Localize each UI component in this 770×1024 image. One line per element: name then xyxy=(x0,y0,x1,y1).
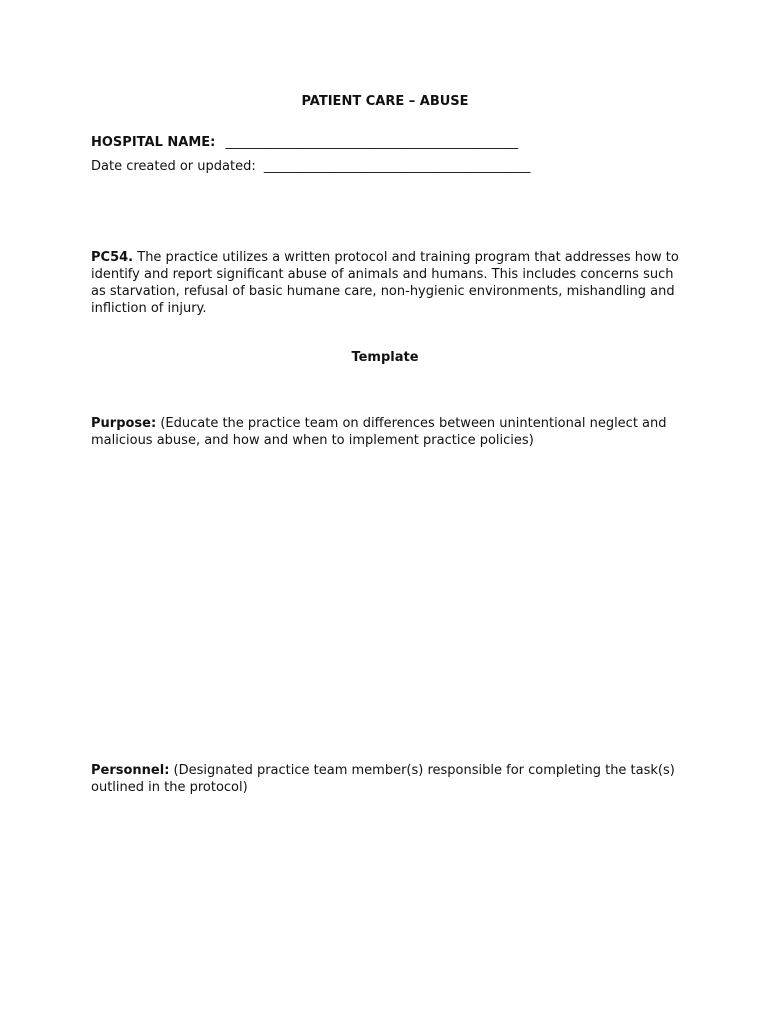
pc54-paragraph xyxy=(91,249,681,317)
template-heading: Template xyxy=(351,350,419,365)
pc54-code: PC54. xyxy=(91,250,134,265)
hospital-name-blank: _____________________________________________ xyxy=(225,135,518,150)
purpose-paragraph xyxy=(91,415,681,449)
date-label: Date created or updated: xyxy=(91,159,256,174)
hospital-name-label: HOSPITAL NAME: xyxy=(91,135,216,150)
personnel-paragraph xyxy=(91,762,681,796)
purpose-label: Purpose: xyxy=(91,416,157,431)
personnel-text: (Designated practice team member(s) responsible for completing the task(s) outlined in the protocol) xyxy=(91,763,675,795)
pc54-text: The practice utilizes a written protocol and training program that addresses how to identify and report significant abuse of animals and humans. This includes concerns such as starvation, refusal of basic humane care, non-hygienic environments, mishandling and infliction of injury. xyxy=(91,250,679,316)
personnel-label: Personnel: xyxy=(91,763,170,778)
hospital-name-line xyxy=(91,134,691,151)
date-line xyxy=(91,158,691,175)
purpose-text: (Educate the practice team on differences between unintentional neglect and malicious abuse, and how and when to implement practice policies) xyxy=(91,416,667,448)
document-title: PATIENT CARE – ABUSE xyxy=(301,94,469,109)
date-blank: _________________________________________ xyxy=(263,159,531,174)
